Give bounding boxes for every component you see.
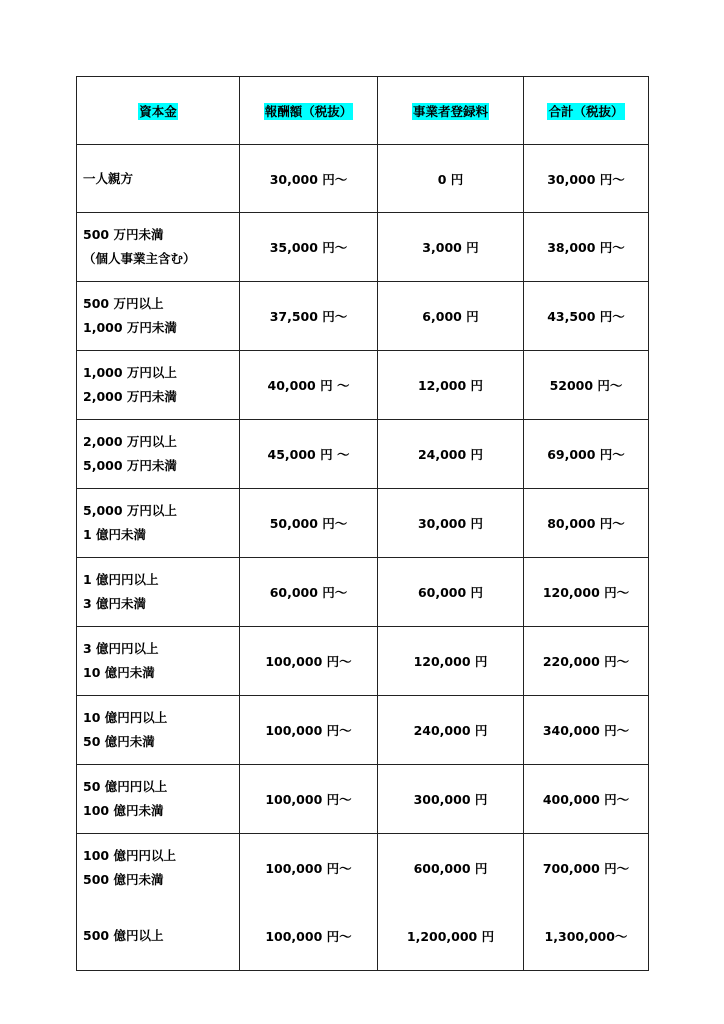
header-fee: [240, 77, 378, 145]
capital-line: 1,000 万円未満: [83, 320, 177, 335]
capital-line: 500 万円以上: [83, 296, 164, 311]
capital-cell: [77, 351, 240, 420]
fee-cell: 30,000 円～: [240, 145, 378, 213]
capital-cell: [77, 282, 240, 351]
capital-cell: [77, 489, 240, 558]
header-registration: [378, 77, 524, 145]
registration-cell: 0 円: [378, 145, 524, 213]
registration-cell: 3,000 円: [378, 213, 524, 282]
table-row: [77, 282, 649, 351]
registration-cell: 300,000 円: [378, 765, 524, 834]
capital-line: 100 億円円以上: [83, 848, 176, 863]
total-cell: 69,000 円～: [524, 420, 649, 489]
fee-cell: 100,000 円～: [240, 834, 378, 903]
table-row: [77, 420, 649, 489]
capital-line: 500 億円未満: [83, 872, 164, 887]
fee-cell: 100,000 円～: [240, 696, 378, 765]
capital-line: 50 億円未満: [83, 734, 155, 749]
capital-cell: [77, 213, 240, 282]
capital-cell: [77, 558, 240, 627]
table-row: [77, 489, 649, 558]
header-fee-label: 報酬額（税抜）: [264, 103, 353, 119]
capital-line: 一人親方: [83, 170, 134, 186]
capital-line: 10 億円円以上: [83, 710, 168, 725]
fee-cell: 100,000 円～: [240, 627, 378, 696]
fee-table: [76, 76, 649, 971]
registration-cell: 600,000 円: [378, 834, 524, 903]
capital-line: 1,000 万円以上: [83, 365, 177, 380]
header-total: [524, 77, 649, 145]
capital-cell: [77, 696, 240, 765]
registration-cell: 24,000 円: [378, 420, 524, 489]
total-cell: 43,500 円～: [524, 282, 649, 351]
capital-line: （個人事業主含む）: [83, 251, 196, 266]
total-cell: 1,300,000～: [524, 902, 649, 971]
registration-cell: 120,000 円: [378, 627, 524, 696]
fee-cell: 100,000 円～: [240, 902, 378, 971]
capital-line: 500 億円以上: [83, 928, 164, 943]
total-cell: 30,000 円～: [524, 145, 649, 213]
fee-cell: 40,000 円 ～: [240, 351, 378, 420]
table-row: [77, 145, 649, 213]
registration-cell: 30,000 円: [378, 489, 524, 558]
total-cell: 700,000 円～: [524, 834, 649, 903]
header-capital: [77, 77, 240, 145]
capital-cell: [77, 145, 240, 213]
capital-line: 2,000 万円未満: [83, 389, 177, 404]
registration-cell: 1,200,000 円: [378, 902, 524, 971]
capital-line: 1 億円円以上: [83, 572, 159, 587]
header-total-label: 合計（税抜）: [548, 103, 624, 119]
fee-cell: 37,500 円～: [240, 282, 378, 351]
total-cell: 220,000 円～: [524, 627, 649, 696]
capital-line: 3 億円未満: [83, 596, 147, 611]
table-row: [77, 902, 649, 971]
registration-cell: 240,000 円: [378, 696, 524, 765]
capital-line: 3 億円円以上: [83, 641, 159, 656]
table-row: [77, 558, 649, 627]
registration-cell: 60,000 円: [378, 558, 524, 627]
capital-line: 5,000 万円未満: [83, 458, 177, 473]
registration-cell: 6,000 円: [378, 282, 524, 351]
table-row: [77, 627, 649, 696]
fee-cell: 45,000 円 ～: [240, 420, 378, 489]
fee-cell: 60,000 円～: [240, 558, 378, 627]
header-capital-label: 資本金: [139, 103, 177, 119]
table-body: [77, 145, 649, 971]
table-row: [77, 765, 649, 834]
capital-cell: [77, 902, 240, 971]
fee-cell: 35,000 円～: [240, 213, 378, 282]
capital-line: 10 億円未満: [83, 665, 155, 680]
fee-cell: 50,000 円～: [240, 489, 378, 558]
capital-line: 5,000 万円以上: [83, 503, 177, 518]
table-row: [77, 696, 649, 765]
capital-line: 500 万円未満: [83, 227, 164, 242]
total-cell: 340,000 円～: [524, 696, 649, 765]
table-row: [77, 351, 649, 420]
capital-line: 1 億円未満: [83, 527, 147, 542]
total-cell: 80,000 円～: [524, 489, 649, 558]
capital-cell: [77, 765, 240, 834]
fee-cell: 100,000 円～: [240, 765, 378, 834]
header-registration-label: 事業者登録料: [412, 103, 488, 119]
total-cell: 120,000 円～: [524, 558, 649, 627]
capital-line: 2,000 万円以上: [83, 434, 177, 449]
total-cell: 52000 円～: [524, 351, 649, 420]
table-row: [77, 213, 649, 282]
total-cell: 38,000 円～: [524, 213, 649, 282]
table-row: [77, 834, 649, 903]
capital-line: 100 億円未満: [83, 803, 164, 818]
capital-line: 50 億円円以上: [83, 779, 168, 794]
total-cell: 400,000 円～: [524, 765, 649, 834]
capital-cell: [77, 627, 240, 696]
registration-cell: 12,000 円: [378, 351, 524, 420]
header-row: [77, 77, 649, 145]
capital-cell: [77, 420, 240, 489]
capital-cell: [77, 834, 240, 903]
